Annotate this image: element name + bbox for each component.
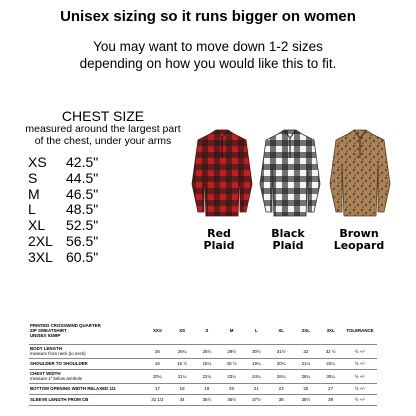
spec-cell: 23¼ — [219, 369, 244, 383]
brown-leopard-pullover-icon — [328, 128, 392, 218]
spec-cell: 19 — [195, 383, 220, 394]
spec-cell: 16 — [145, 358, 170, 369]
spec-cell: 16 ½ — [170, 358, 195, 369]
spec-row-note: measure from neck (lo neck) — [30, 351, 86, 357]
spec-size-header: M — [219, 318, 244, 344]
spec-row-shoulder — [29, 358, 377, 369]
size-value: 46.5" — [66, 185, 99, 202]
spec-cell: 27 — [318, 383, 343, 394]
spec-cell: 17 — [145, 383, 170, 394]
size-value: 48.5" — [66, 201, 99, 218]
spec-cell: 23 — [269, 383, 294, 394]
spec-tolerance: ½ +/- — [343, 369, 377, 383]
spec-row-label-text: BODY LENGTH — [30, 346, 62, 352]
fit-advice-line-1: You may want to move down 1-2 sizes — [93, 39, 323, 54]
spec-cell: 22¼ — [318, 358, 343, 369]
spec-tolerance: ½ +/- — [343, 383, 377, 394]
spec-row-label — [29, 369, 145, 383]
spec-row-label-text: BOTTOM OPENING WIDTH RELAXED 1/2 — [30, 386, 116, 392]
spec-size-header: 3XL — [318, 318, 343, 344]
size-label: M — [28, 185, 40, 202]
shirt-label-line: Plaid — [272, 239, 304, 252]
shirt-label-black-plaid — [253, 228, 323, 252]
size-label: 3XL — [28, 248, 53, 265]
size-row-xl — [28, 218, 158, 234]
spec-size-header: 2XL — [294, 318, 319, 344]
spec-tolerance: ½ +/- — [343, 358, 377, 369]
spec-row-label — [29, 394, 145, 405]
spec-cell: 21 — [244, 383, 269, 394]
shirt-label-line: Black — [271, 227, 305, 240]
spec-cell: 20¼ — [145, 369, 170, 383]
chest-size-description-2: of the chest, under your arms — [34, 135, 172, 147]
spec-cell: 26¼ — [269, 369, 294, 383]
spec-row-label-text: SLEEVE LENGTH FROM CB — [30, 397, 89, 403]
spec-title-line: PRINTED CROSSWIND QUARTER — [30, 323, 101, 329]
spec-size-header: XS — [170, 318, 195, 344]
spec-row-label-text: CHEST WIDTH — [30, 371, 61, 377]
spec-cell: 29½ — [219, 344, 244, 358]
spec-cell: 30¼ — [318, 369, 343, 383]
chest-size-list — [28, 155, 158, 266]
spec-cell: 25 — [294, 383, 319, 394]
spec-cell: 38½ — [294, 394, 319, 405]
spec-row-bottom-opening — [29, 383, 377, 394]
size-value: 56.5" — [66, 232, 99, 249]
spec-cell: 32 — [294, 344, 319, 358]
spec-size-header: S — [195, 318, 220, 344]
spec-cell: 32 1/2 — [145, 394, 170, 405]
size-row-xs — [28, 155, 158, 171]
brown-leopard-pullover-image — [328, 128, 392, 223]
spec-cell: 38 — [269, 394, 294, 405]
size-row-2xl — [28, 234, 158, 250]
spec-cell: 18¼ — [195, 358, 220, 369]
black-plaid-pullover-image — [258, 128, 322, 223]
size-row-m — [28, 187, 158, 203]
spec-row-label — [29, 344, 145, 358]
spec-tolerance: ½ +/- — [343, 344, 377, 358]
red-plaid-pullover-image — [190, 128, 254, 223]
fit-advice-line-2: depending on how you would like this to fit. — [79, 56, 337, 71]
spec-tolerance: ½ +/- — [343, 394, 377, 405]
spec-size-header: XXS — [145, 318, 170, 344]
spec-cell: 18 ½ — [219, 358, 244, 369]
spec-header-title — [29, 318, 145, 344]
spec-tolerance-header: TOLERANCE — [343, 318, 377, 344]
size-value: 60.5" — [66, 248, 99, 265]
spec-cell: 21¼ — [170, 369, 195, 383]
spec-cell: 28¼ — [294, 369, 319, 383]
spec-cell: 22¼ — [195, 369, 220, 383]
spec-size-header: L — [244, 318, 269, 344]
size-value: 52.5" — [66, 217, 99, 234]
spec-cell: 31½ — [269, 344, 294, 358]
spec-cell: 19¼ — [244, 358, 269, 369]
spec-cell: 37½ — [244, 394, 269, 405]
spec-row-chest-width — [29, 369, 377, 383]
size-label: 2XL — [28, 232, 53, 249]
shirt-label-line: Brown — [339, 227, 379, 240]
spec-header-row — [29, 318, 377, 344]
spec-row-label — [29, 383, 145, 394]
chest-size-description-1: measured around the largest part — [25, 123, 181, 135]
spec-cell: 20¼ — [269, 358, 294, 369]
spec-row-note: measure 1" below armhole — [30, 376, 83, 382]
spec-cell: 26¼ — [170, 344, 195, 358]
spec-size-header: XL — [269, 318, 294, 344]
shirt-label-line: Leopard — [333, 239, 385, 252]
size-row-3xl — [28, 250, 158, 266]
spec-title-line: UNISEX 9359P — [30, 333, 61, 339]
spec-cell: 28½ — [195, 344, 220, 358]
shirt-label-brown-leopard — [324, 228, 394, 252]
spec-title-line: ZIP SWEATSHIRT — [30, 328, 67, 334]
red-plaid-pullover-icon — [190, 128, 254, 218]
shirt-label-red-plaid — [184, 228, 254, 252]
spec-cell: 21¼ — [294, 358, 319, 369]
headline: Unisex sizing so it runs bigger on women — [60, 8, 356, 25]
size-value: 42.5" — [66, 154, 99, 170]
size-row-s — [28, 171, 158, 187]
size-label: S — [28, 169, 38, 186]
spec-cell: 18 — [170, 383, 195, 394]
spec-row-body-length — [29, 344, 377, 358]
spec-cell: 34 — [170, 394, 195, 405]
spec-cell: 35½ — [195, 394, 220, 405]
spec-cell: 24¼ — [244, 369, 269, 383]
spec-row-label — [29, 358, 145, 369]
size-row-l — [28, 202, 158, 218]
size-label: L — [28, 201, 36, 218]
black-plaid-pullover-icon — [258, 128, 322, 218]
spec-cell: 20 — [219, 383, 244, 394]
size-label: XL — [28, 217, 46, 234]
size-label: XS — [28, 154, 47, 170]
chest-size-title: CHEST SIZE — [61, 108, 145, 124]
spec-cell: 39 — [318, 394, 343, 405]
spec-table — [29, 318, 377, 406]
spec-cell: 36½ — [219, 394, 244, 405]
shirt-label-line: Plaid — [203, 239, 235, 252]
spec-row-label-text: SHOULDER TO SHOULDER — [30, 361, 88, 367]
spec-cell: 30½ — [244, 344, 269, 358]
size-value: 44.5" — [66, 169, 99, 186]
spec-cell: 32 ½ — [318, 344, 343, 358]
shirt-label-line: Red — [207, 227, 231, 240]
spec-row-sleeve-length — [29, 394, 377, 405]
spec-cell: 26 — [145, 344, 170, 358]
